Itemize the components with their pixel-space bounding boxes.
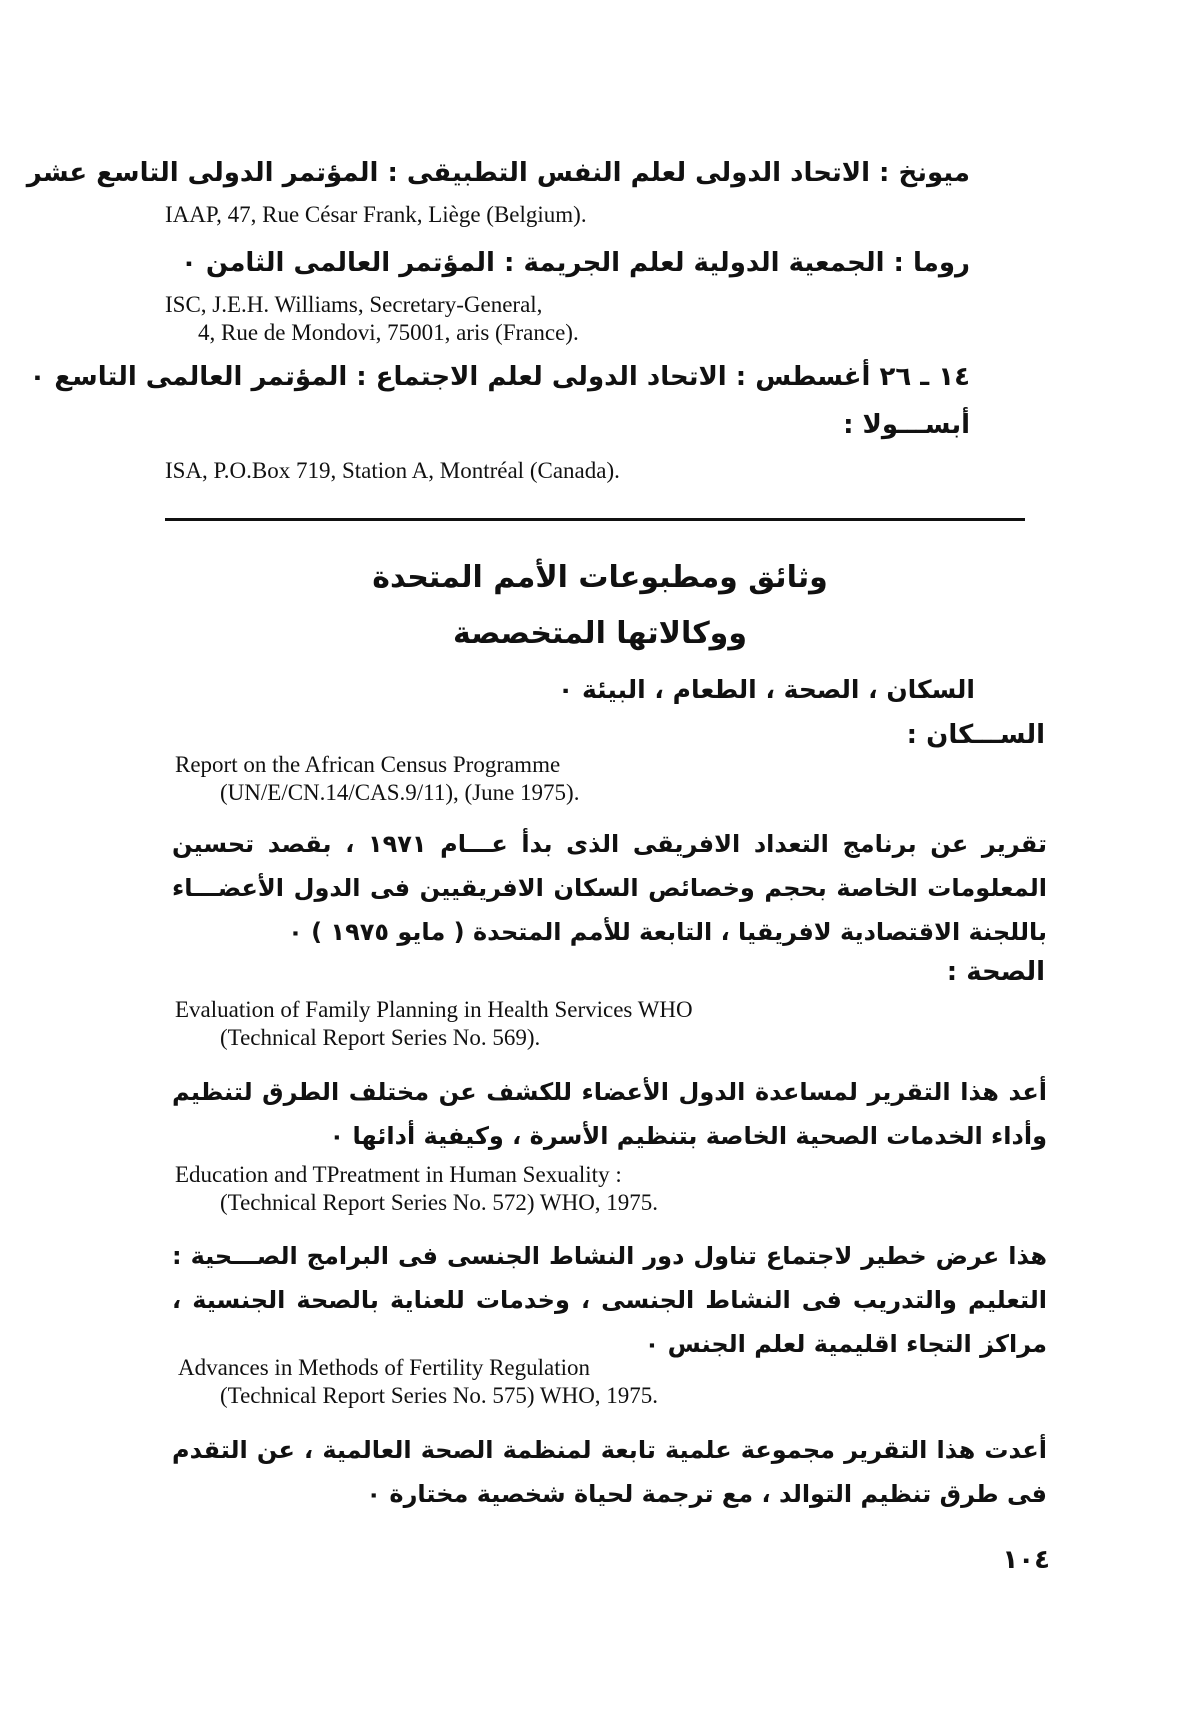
health-item-ref: (Technical Report Series No. 569). [220, 1025, 541, 1050]
health-item-title: Evaluation of Family Planning in Health Services WHO [175, 997, 693, 1022]
conference-uppsala-ar: أبســـولا : [843, 410, 970, 440]
section-title-line1: وثائق ومطبوعات الأمم المتحدة [372, 560, 828, 595]
health-item-description: هذا عرض خطير لاجتماع تناول دور النشاط الجنسى فى البرامج الصـــحية : التعليم والتدريب فى النشاط الجنسى ، وخدمات للعناية بالصحة الجنسية ، مراكز التجاء اقليمية لعلم الجنس ٠ [172, 1242, 1047, 1358]
section-divider [165, 518, 1025, 521]
health-item-description: أعد هذا التقرير لمساعدة الدول الأعضاء للكشف عن مختلف الطرق لتنظيم وأداء الخدمات الصحية الخاصة بتنظيم الأسرة ، وكيفية أدائها ٠ [172, 1078, 1047, 1150]
health-item-description: أعدت هذا التقرير مجموعة علمية تابعة لمنظمة الصحة العالمية ، عن التقدم فى طرق تنظيم التوالد ، مع ترجمة لحياة شخصية مختارة ٠ [172, 1436, 1047, 1508]
health-item-ref: (Technical Report Series No. 572) WHO, 1975. [220, 1190, 659, 1215]
population-heading: الســـكان : [906, 720, 1045, 750]
health-heading: الصحة : [946, 957, 1045, 987]
section-topics: السكان ، الصحة ، الطعام ، البيئة ٠ [558, 675, 975, 704]
conference-munich-ar: ميونخ : الاتحاد الدولى لعلم النفس التطبيقى : المؤتمر الدولى التاسع عشر [26, 158, 970, 188]
population-description: تقرير عن برنامج التعداد الافريقى الذى بدأ عـــام ١٩٧١ ، بقصد تحسين المعلومات الخاصة بحجم وخصائص السكان الافريقيين فى الدول الأعضـــاء باللجنة الاقتصادية لافريقيا ، التابعة للأمم المتحدة ( مايو ١٩٧٥ ) ٠ [172, 830, 1048, 946]
conference-iaap-address: IAAP, 47, Rue César Frank, Liège (Belgium). [165, 202, 587, 227]
population-report-ref: (UN/E/CN.14/CAS.9/11), (June 1975). [220, 780, 580, 805]
health-item-title: Education and TPreatment in Human Sexuality : [175, 1162, 622, 1187]
conference-isc-address-line1: ISC, J.E.H. Williams, Secretary-General, [165, 292, 543, 317]
conference-isa-address: ISA, P.O.Box 719, Station A, Montréal (Canada). [165, 458, 620, 483]
conference-isc-address-line2: 4, Rue de Mondovi, 75001, aris (France). [198, 320, 579, 345]
health-item-ref: (Technical Report Series No. 575) WHO, 1975. [220, 1383, 659, 1408]
page-number: ١٠٤ [1002, 1545, 1050, 1575]
conference-august-ar: ١٤ ـ ٢٦ أغسطس : الاتحاد الدولى لعلم الاجتماع : المؤتمر العالمى التاسع ٠ [29, 362, 970, 392]
conference-rome-ar: روما : الجمعية الدولية لعلم الجريمة : المؤتمر العالمى الثامن ٠ [181, 248, 970, 278]
population-report-title: Report on the African Census Programme [175, 752, 561, 777]
section-title-line2: ووكالاتها المتخصصة [453, 616, 747, 651]
health-item-title: Advances in Methods of Fertility Regulation [178, 1355, 591, 1380]
